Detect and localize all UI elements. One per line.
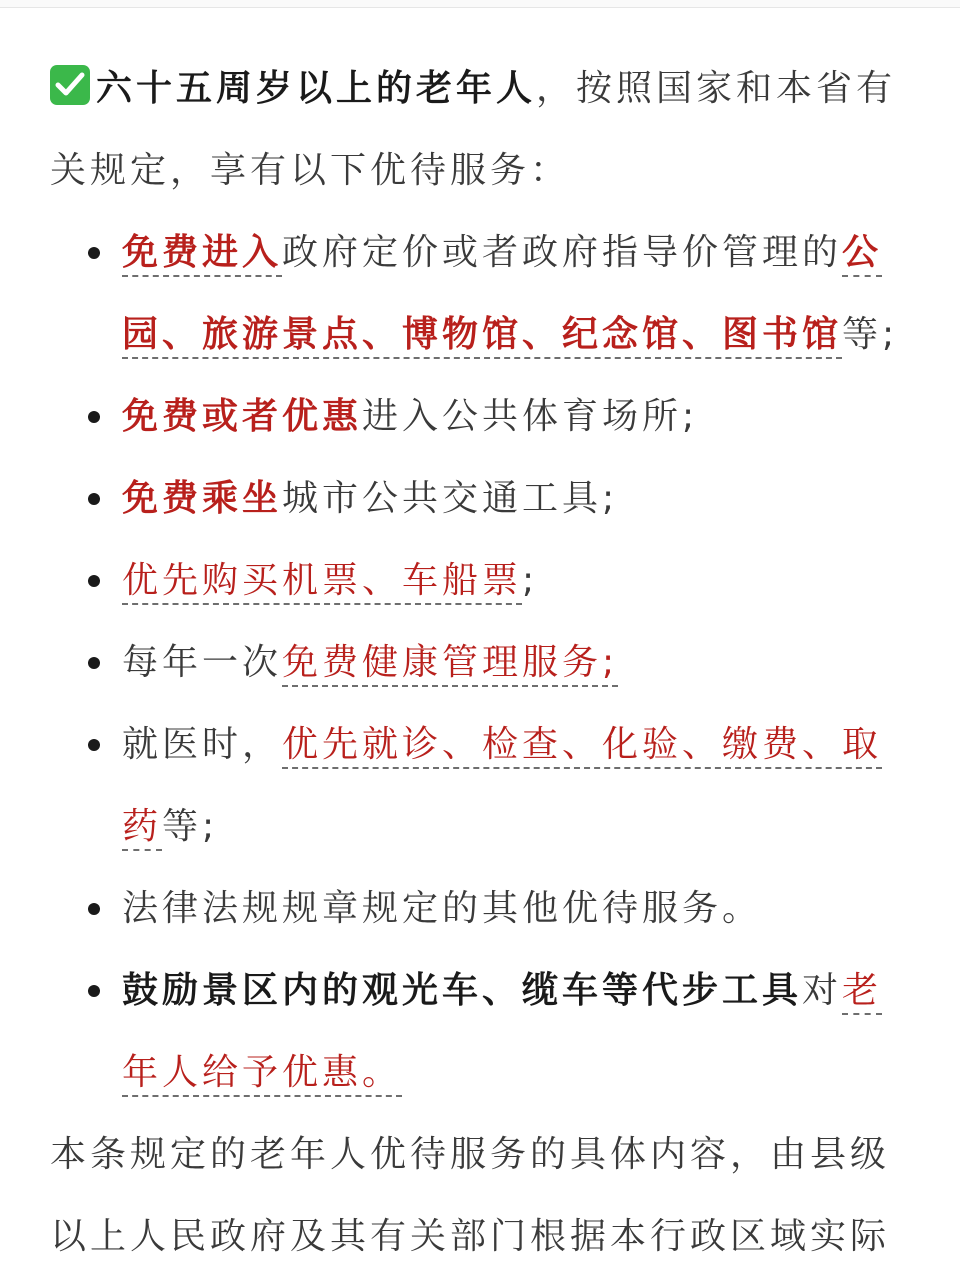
list-item-other-services <box>122 868 918 950</box>
item-text: 等; <box>842 314 899 355</box>
list-item-public-transport <box>122 458 918 540</box>
item-text: 进入公共体育场所; <box>362 396 699 437</box>
check-mark-icon <box>50 65 90 105</box>
bullet-icon <box>88 247 100 259</box>
intro-heading: 六十五周岁以上的老年人 <box>96 68 537 109</box>
bullet-icon <box>88 411 100 423</box>
item-text: 就医时， <box>122 724 283 765</box>
outro-paragraph: 本条规定的老年人优待服务的具体内容，由县级以上人民政府及其有关部门根据本行政区域实际 <box>50 1134 891 1257</box>
highlight-elderly-discount: 老年人给予优惠。 <box>122 970 882 1097</box>
list-item-ticket-priority <box>122 540 918 622</box>
item-text: 等; <box>162 806 219 847</box>
highlight-venues: 公园、旅游景点、博物馆、纪念馆、图书馆 <box>122 232 882 359</box>
item-text: ; <box>522 560 539 601</box>
article-body <box>50 48 918 1278</box>
bullet-icon <box>88 493 100 505</box>
item-text: 城市公共交通工具; <box>282 478 619 519</box>
intro-paragraph <box>50 48 918 212</box>
item-text: 对 <box>802 970 843 1011</box>
bullet-icon <box>88 903 100 915</box>
highlight-medical-priority: 优先就诊、检查、化验、缴费、取药 <box>122 724 882 851</box>
highlight-health-service: 免费健康管理服务; <box>282 642 618 687</box>
top-divider <box>0 0 960 8</box>
bullet-icon <box>88 575 100 587</box>
item-text: 每年一次 <box>122 642 283 683</box>
list-item-sports-venues <box>122 376 918 458</box>
highlight-free-entry: 免费进入 <box>122 232 282 277</box>
highlight-free-or-discount: 免费或者优惠 <box>122 396 363 437</box>
list-item-medical-priority <box>122 704 918 868</box>
list-item-free-entry <box>122 212 918 376</box>
highlight-ticket-priority: 优先购买机票、车船票 <box>122 560 522 605</box>
bullet-icon <box>88 739 100 751</box>
item-text: 法律法规规章规定的其他优待服务。 <box>122 888 763 929</box>
intro-text: ，按照国家和本省有关规定，享有以下优待服务： <box>50 68 897 191</box>
item-bold-text: 鼓励景区内的观光车、缆车等代步工具 <box>122 970 803 1011</box>
bullet-icon <box>88 657 100 669</box>
highlight-free-ride: 免费乘坐 <box>122 478 283 519</box>
list-item-scenic-transport <box>122 950 918 1114</box>
benefits-list <box>50 212 918 1114</box>
bullet-icon <box>88 985 100 997</box>
list-item-health-service <box>122 622 918 704</box>
item-text: 政府定价或者政府指导价管理的 <box>282 232 843 273</box>
